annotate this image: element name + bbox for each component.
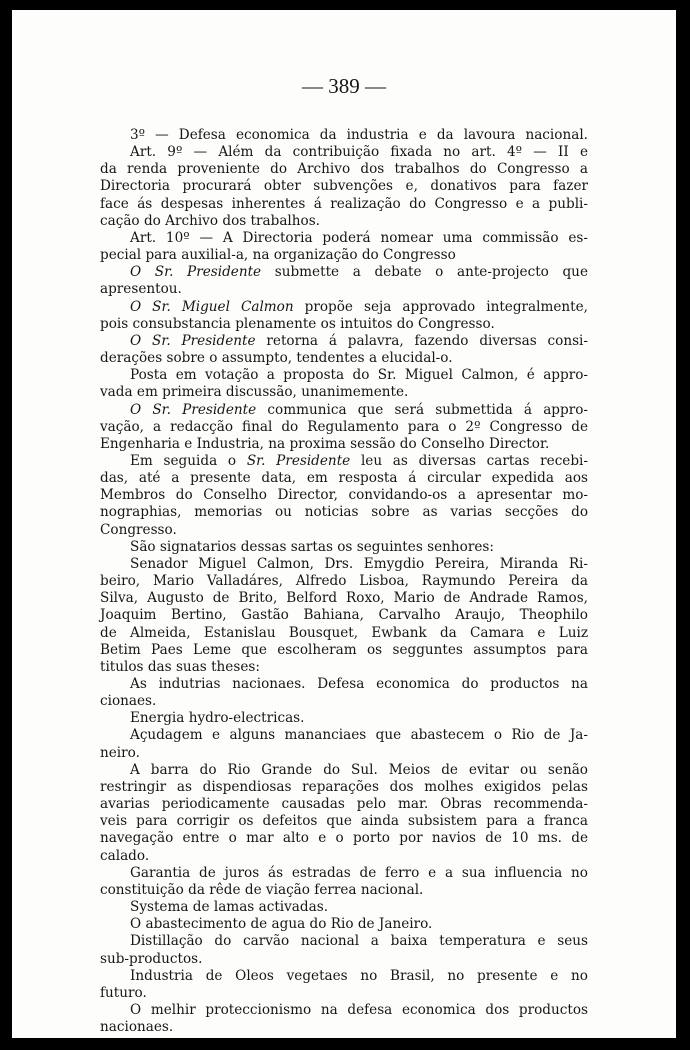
line-text: Garantia de juros ás estradas de ferro e a sua influencia no [130,864,588,881]
text-line [100,745,588,762]
line-text: retorna á palavra, fazendo diversas consi- [266,332,589,349]
text-line [100,968,588,985]
line-text: Directoria procurará obter subvenções e, donativos para fazer [100,178,588,195]
line-text: neiro. [100,744,140,761]
text-line [100,127,588,144]
line-text: avarias periodicamente causadas pelo mar. Obras recommenda- [100,796,588,813]
text-line [100,676,588,693]
line-text: submette a debate o ante-projecto que [274,264,588,281]
line-text: Senador Miguel Calmon, Drs. Emygdio Pereira, Miranda Ri- [130,555,588,572]
line-text: Energia hydro-electricas. [130,710,305,727]
line-text: apresentou. [100,281,182,298]
line-text: Membros do Conselho Director, convidando-os a apresentar mo- [100,487,588,504]
text-line [100,178,588,195]
text-line [100,161,588,178]
line-text: propõe seja approvado integralmente, [304,298,588,315]
text-line [100,453,588,470]
line-text: Distillação do carvão nacional a baixa temperatura e seus [130,933,588,950]
line-text: O abastecimento de agua do Rio de Janeiro. [130,916,433,933]
text-line [100,402,588,419]
text-line [100,384,588,401]
text-line [100,985,588,1002]
line-text: Joaquim Bertino, Gastão Bahiana, Carvalho Araujo, Theophilo [100,607,588,624]
body-text [100,127,588,1036]
line-text: vada em primeira discussão, unanimemente. [100,384,409,401]
line-text: Industria de Oleos vegetaes no Brasil, no presente e no [130,967,588,984]
page-number: — 389 — [302,74,386,98]
text-line [100,848,588,865]
line-text: nacionaes. [100,1019,174,1036]
line-text: beiro, Mario Valladáres, Alfredo Lisboa, Raymundo Pereira da [100,573,588,590]
text-line [100,522,588,539]
line-text: O melhir proteccionismo na defesa economica dos productos [130,1001,588,1018]
line-text: Betim Paes Leme que escolheram os segguntes assumptos para [100,641,588,658]
text-line [100,419,588,436]
line-text: communica que será submettida á appro- [267,401,588,418]
line-text: Açudagem e alguns mananciaes que abastecem o Rio de Ja- [130,727,588,744]
line-text: titulos das suas theses: [100,658,260,675]
book-page [12,10,676,1038]
text-line [100,693,588,710]
line-text: São signatarios dessas sartas os seguintes senhores: [130,538,494,555]
text-line [100,539,588,556]
text-line [100,573,588,590]
line-text: de Almeida, Estanislau Bousquet, Ewbank da Camara e Luiz [100,624,588,641]
text-line [100,1019,588,1036]
line-text: Art. 10º — A Directoria poderá nomear uma commissão es- [130,229,588,246]
line-text: navegação entre o mar alto e o porto por navios de 10 ms. de [100,830,588,847]
line-text: cação do Archivo dos trabalhos. [100,212,321,229]
line-text: pois consubstancia plenamente os intuitos do Congresso. [100,315,495,332]
text-line [100,367,588,384]
line-text: vação, a redacção final do Regulamento para o 2º Congresso de [100,418,588,435]
line-text: As indutrias nacionaes. Defesa economica do productos na [130,676,588,692]
line-text: pecial para auxilial-a, na organização do Congresso [100,247,456,264]
line-text: cionaes. [100,693,157,710]
text-line [100,865,588,882]
text-line [100,247,588,264]
text-line [100,830,588,847]
text-line [100,899,588,916]
text-line [100,504,588,521]
line-text: sub-productos. [100,950,203,967]
text-line [100,1002,588,1019]
text-line [100,590,588,607]
speaker-name: O Sr. Presidente [130,332,256,349]
text-line [100,299,588,316]
text-line [100,882,588,899]
line-text: constituição da rêde de viação ferrea nacional. [100,881,424,898]
text-line [100,316,588,333]
text-line [100,607,588,624]
line-text: Art. 9º — Além da contribuição fixada no art. 4º — II e [130,144,588,161]
line-text: 3º — Defesa economica da industria e da lavoura nacional. [130,127,588,143]
text-line [100,710,588,727]
line-text: Engenharia e Industria, na proxima sessão do Conselho Director. [100,435,550,452]
line-text: das, até a presente data, em resposta á circular expedida aos [100,470,588,487]
text-line [100,951,588,968]
line-text: A barra do Rio Grande do Sul. Meios de evitar ou senão [130,761,588,778]
line-text: face ás despesas inherentes á realização do Congresso e a publi- [100,195,588,212]
line-text: restringir as dispendiosas reparações dos molhes exigidos pelas [100,778,588,795]
speaker-name: Sr. Presidente [246,452,351,469]
text-line [100,933,588,950]
text-line [100,264,588,281]
line-text: leu as diversas cartas recebi- [360,452,588,469]
text-line [100,281,588,298]
text-line [100,762,588,779]
text-line [100,916,588,933]
text-line [100,727,588,744]
text-line [100,487,588,504]
speaker-name: O Sr. Presidente [130,401,257,418]
text-line [100,625,588,642]
line-text: veis para corrigir os defeitos que ainda subsistem para a franca [100,813,588,830]
text-line [100,196,588,213]
speaker-name: O Sr. Miguel Calmon [130,298,294,315]
text-line [100,642,588,659]
line-text: calado. [100,847,150,864]
text-line [100,470,588,487]
line-text: Em seguida o [130,452,237,469]
text-line [100,436,588,453]
line-text: nographias, memorias ou noticias sobre as varias secções do [100,504,588,521]
text-line [100,556,588,573]
text-line [100,813,588,830]
text-line [100,333,588,350]
line-text: da renda proveniente do Archivo dos trabalhos do Congresso a [100,161,588,178]
text-line [100,779,588,796]
line-text: Silva, Augusto de Brito, Belford Roxo, Mario de Andrade Ramos, [100,590,588,607]
text-line [100,796,588,813]
text-line [100,659,588,676]
text-line [100,350,588,367]
text-line [100,144,588,161]
text-line [100,230,588,247]
line-text: Congresso. [100,521,177,538]
line-text: Systema de lamas activadas. [130,899,329,916]
text-line [100,213,588,230]
line-text: futuro. [100,984,147,1001]
speaker-name: O Sr. Presidente [130,264,262,281]
line-text: derações sobre o assumpto, tendentes a elucidal-o. [100,350,453,367]
line-text: Posta em votação a proposta do Sr. Miguel Calmon, é appro- [130,367,588,384]
